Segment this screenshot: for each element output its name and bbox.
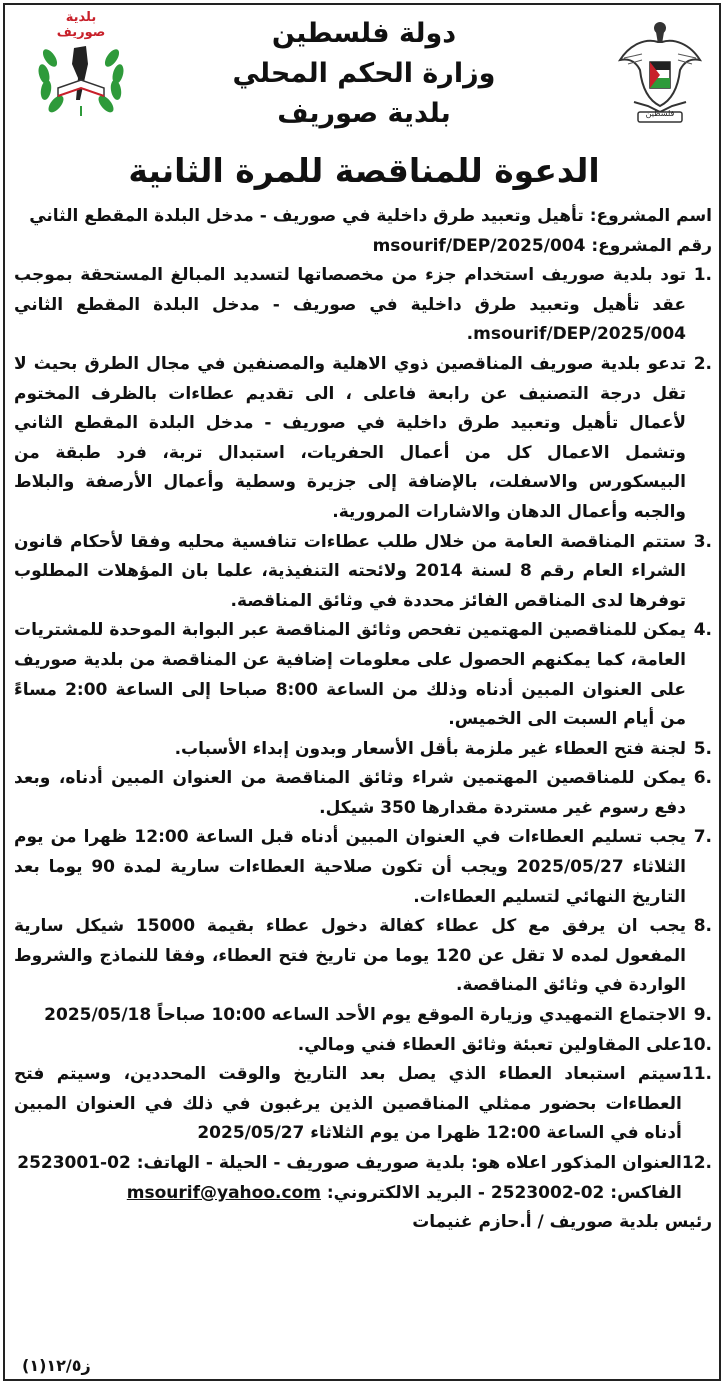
item-number: .12 (681, 1153, 712, 1173)
notice-title: الدعوة للمناقصة للمرة الثانية (128, 151, 600, 190)
list-item (14, 764, 712, 823)
item-text: لجنة فتح العطاء غير ملزمة بأقل الأسعار وبدون إبداء الأسباب. (174, 738, 686, 759)
list-item (14, 1001, 712, 1031)
item-text: يمكن للمناقصين المهتمين تفحص وثائق المناقصة عبر البوابة الموحدة للمشتريات العامة، كما يمكنهم الحصول على معلومات إضافية عن المناقصة من بلدية صوريف على العنوان المبين أدناه وذلك من الساعة 8:00 صباحا إلى الساعة 2:00 مساءً من أيام السبت الى الخميس. (14, 620, 686, 730)
project-number: msourif/DEP/2025/004 (372, 235, 586, 256)
letterhead-text (160, 14, 568, 134)
item-number: .10 (681, 1034, 712, 1055)
item-text: تود بلدية صوريف استخدام جزء من مخصصاتها لتسديد المبالغ المستحقة بموجب عقد تأهيل وتعبيد طرق داخلية في صوريف - مدخل البلدة المقطع الثاني 004/msourif/DEP/2025. (14, 265, 686, 345)
item-text (14, 1149, 682, 1208)
state-name: دولة فلسطين (271, 18, 457, 49)
email-link[interactable]: msourif@yahoo.com (126, 1182, 321, 1203)
address-line: العنوان المذكور اعلاه هو: بلدية صوريف صوريف - الحيلة - الهاتف: 02-2523001 (17, 1153, 682, 1173)
item-number: .7 (693, 827, 712, 848)
item-number: .2 (693, 353, 712, 374)
publication-ref-code: ز١٢/٥(١) (22, 1356, 91, 1375)
crest-caption: فلسطين (645, 109, 675, 118)
item-number: .9 (693, 1005, 712, 1026)
list-item (14, 616, 712, 734)
list-item-address (14, 1149, 712, 1208)
item-text: يجب ان يرفق مع كل عطاء كفالة دخول عطاء بقيمة 15000 شيكل سارية المفعول لمده لا تقل عن 120 يوما من تاريخ فتح العطاء، وفقا للنماذج والشروط الواردة في وثائق المناقصة. (14, 916, 686, 996)
project-number-line (14, 232, 712, 262)
list-item (14, 1031, 712, 1061)
item-number: .1 (693, 265, 712, 286)
item-text: سيتم استبعاد العطاء الذي يصل بعد التاريخ والوقت المحددين، وسيتم فتح العطاءات بحضور ممثلي المناقصين الذين يرغبون في ذلك في العنوان المبين أدناه في الساعة 12:00 ظهرا من يوم الثلاثاء 2025/05/27 (14, 1064, 682, 1144)
signature-line: رئيس بلدية صوريف / أ.حازم غنيمات (412, 1212, 712, 1233)
item-number: .4 (693, 620, 712, 641)
list-item (14, 261, 712, 350)
project-name-line (14, 202, 712, 232)
item-text: ستتم المناقصة العامة من خلال طلب عطاءات تنافسية محليه وفقا لأحكام قانون الشراء العام رقم 8 لسنة 2014 ولائحته التنفيذية، علما بان المؤهلات المطلوب توفرها لدى المناقص الفائز محددة في وثائق المناقصة. (14, 531, 686, 611)
project-name-label: اسم المشروع: (589, 206, 712, 226)
item-text: يجب تسليم العطاءات في العنوان المبين أدناه قبل الساعة 12:00 ظهرا من يوم الثلاثاء 2025/05/27 ويجب أن تكون صلاحية العطاءات سارية لمدة 90 يوما بعد التاريخ النهائي لتسليم العطاءات. (14, 827, 687, 907)
list-item (14, 823, 712, 912)
list-item (14, 528, 712, 617)
project-number-label: رقم المشروع: (591, 235, 712, 256)
list-item (14, 350, 712, 528)
fax-email-label: الفاكس: 02-2523002 - البريد الالكتروني: (326, 1182, 682, 1203)
item-text: على المقاولين تعبئة وثائق العطاء فني ومالي. (297, 1034, 682, 1055)
letterhead (0, 0, 728, 150)
list-item (14, 912, 712, 1001)
item-number: .3 (693, 531, 712, 552)
item-text: يمكن للمناقصين المهتمين شراء وثائق المناقصة من العنوان المبين أدناه، وبعد دفع رسوم غير مستردة مقدارها 350 شيكل. (14, 768, 686, 818)
item-text: تدعو بلدية صوريف المناقصين ذوي الاهلية والمصنفين في مجال الطرق بحيث لا تقل درجة التصنيف عن رابعة فاعلى ، الى تقديم عطاءات بالظرف المختوم لأعمال تأهيل وتعبيد طرق داخلية في صوريف - مدخل البلدة المقطع الثاني وتشمل الاعمال كل من أعمال الحفريات، استبدال تربة، فرد طبقة من البيسكورس والاسفلت، بالإضافة إلى جزيرة وسطية وأعمال الأرصفة والبلاط والجبه وأعمال الدهان والاشارات المرورية. (14, 353, 686, 522)
item-number: .11 (681, 1064, 712, 1085)
municipality-name: بلدية صوريف (277, 98, 451, 129)
item-number: .5 (693, 738, 712, 759)
notice-body (14, 202, 712, 1238)
item-text: الاجتماع التمهيدي وزيارة الموقع يوم الأحد الساعه 10:00 صباحاً 2025/05/18 (44, 1005, 686, 1026)
item-number: .8 (693, 916, 712, 937)
conditions-list (14, 261, 712, 1208)
project-name: تأهيل وتعبيد طرق داخلية في صوريف - مدخل البلدة المقطع الثاني (29, 206, 584, 226)
item-number: .6 (693, 768, 712, 789)
list-item (14, 1060, 712, 1149)
list-item (14, 735, 712, 765)
emblem-lettering: بلدية صوريف (56, 10, 106, 40)
ministry-name: وزارة الحكم المحلي (232, 58, 496, 89)
